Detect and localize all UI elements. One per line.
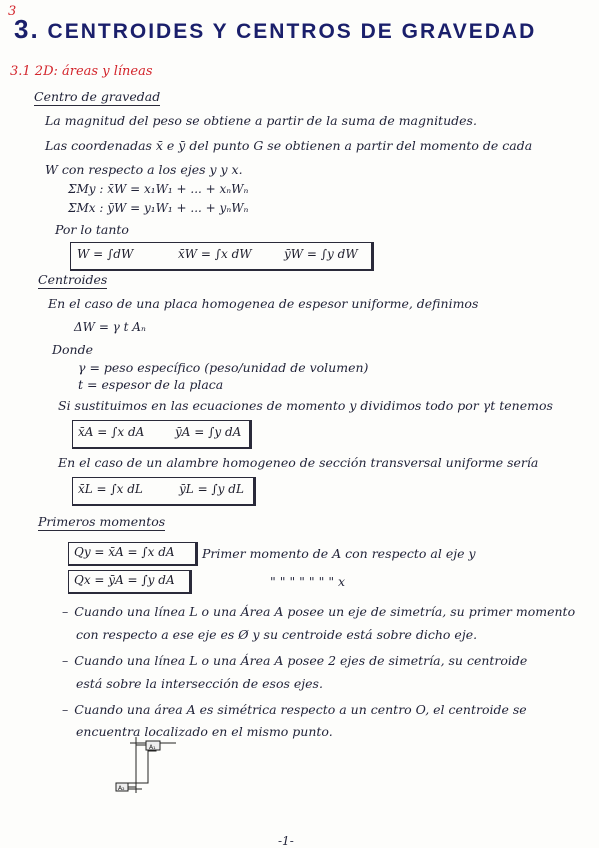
title-text: CENTROIDES Y CENTROS DE GRAVEDAD	[47, 20, 537, 43]
text-line: La magnitud del peso se obtiene a partir de la suma de magnitudes.	[45, 113, 477, 128]
formula-box-qx	[68, 570, 192, 594]
equation: ΔW = γ t Aₙ	[74, 320, 146, 334]
formula-note: Primer momento de A con respecto al eje y	[202, 546, 476, 561]
bullet-text: Cuando una línea L o una Área A posee un eje de simetría, su primer momento	[74, 604, 576, 619]
formula: Qy = x̄A = ∫x dA	[74, 545, 175, 559]
equation: ΣMx : ȳW = y₁W₁ + ... + yₙWₙ	[68, 201, 249, 215]
formula: x̄L = ∫x dL	[78, 482, 143, 496]
page-number: -1-	[278, 834, 294, 848]
formula-box	[70, 242, 374, 271]
bullet-item: – Cuando una línea L o una Área A posee 2 ejes de simetría, su centroide	[62, 653, 528, 668]
text-line: En el caso de un alambre homogeneo de sección transversal uniforme sería	[58, 455, 539, 470]
bullet-text: Cuando una área A es simétrica respecto a un centro O, el centroide se	[74, 702, 527, 717]
text-line: En el caso de una placa homogenea de espesor uniforme, definimos	[48, 296, 479, 311]
formula: Qx = ȳA = ∫y dA	[74, 573, 175, 587]
section-heading-centroides: Centroides	[38, 272, 108, 287]
text-line: W con respecto a los ejes y y x.	[45, 162, 243, 177]
bullet-continuation: con respecto a ese eje es Ø y su centroide está sobre dicho eje.	[76, 627, 478, 642]
formula-box	[72, 420, 252, 449]
section-heading-centro-gravedad: Centro de gravedad	[34, 89, 161, 104]
svg-text:A₁: A₁	[149, 744, 156, 751]
symmetric-area-sketch	[108, 735, 183, 795]
equation: ΣMy : x̄W = x₁W₁ + ... + xₙWₙ	[68, 182, 249, 196]
svg-text:A₂: A₂	[118, 785, 125, 792]
section-heading-primeros-momentos: Primeros momentos	[38, 514, 166, 529]
bullet-continuation: encuentra localizado en el mismo punto.	[76, 724, 333, 739]
bullet-continuation: está sobre la intersección de esos ejes.	[76, 676, 323, 691]
text-line: Donde	[52, 342, 93, 357]
formula-note: " " " " " " " x	[270, 574, 346, 589]
bullet-item: – Cuando una área A es simétrica respecto a un centro O, el centroide se	[62, 702, 527, 717]
bullet-text: Cuando una línea L o una Área A posee 2 ejes de simetría, su centroide	[74, 653, 528, 668]
corner-mark: 3	[8, 4, 17, 19]
bullet-item: – Cuando una línea L o una Área A posee un eje de simetría, su primer momento	[62, 604, 576, 619]
formula: ȳL = ∫y dL	[179, 482, 244, 496]
formula: x̄A = ∫x dA	[78, 425, 145, 439]
formula: ȳW = ∫y dW	[284, 247, 358, 261]
formula-box	[72, 477, 256, 506]
formula: ȳA = ∫y dA	[175, 425, 242, 439]
page-title	[14, 14, 536, 45]
subsection-heading: 3.1 2D: áreas y líneas	[10, 64, 153, 79]
definition: γ = peso específico (peso/unidad de volumen)	[78, 360, 369, 375]
formula: x̄W = ∫x dW	[178, 247, 252, 261]
text-line: Si sustituimos en las ecuaciones de momento y dividimos todo por γt tenemos	[58, 398, 553, 413]
text-line: Por lo tanto	[55, 222, 129, 237]
title-number: 3.	[14, 14, 40, 44]
definition: t = espesor de la placa	[78, 377, 224, 392]
formula: W = ∫dW	[77, 247, 134, 261]
text-line: Las coordenadas x̄ e ȳ del punto G se obtienen a partir del momento de cada	[45, 138, 533, 153]
formula-box-qy	[68, 542, 198, 566]
